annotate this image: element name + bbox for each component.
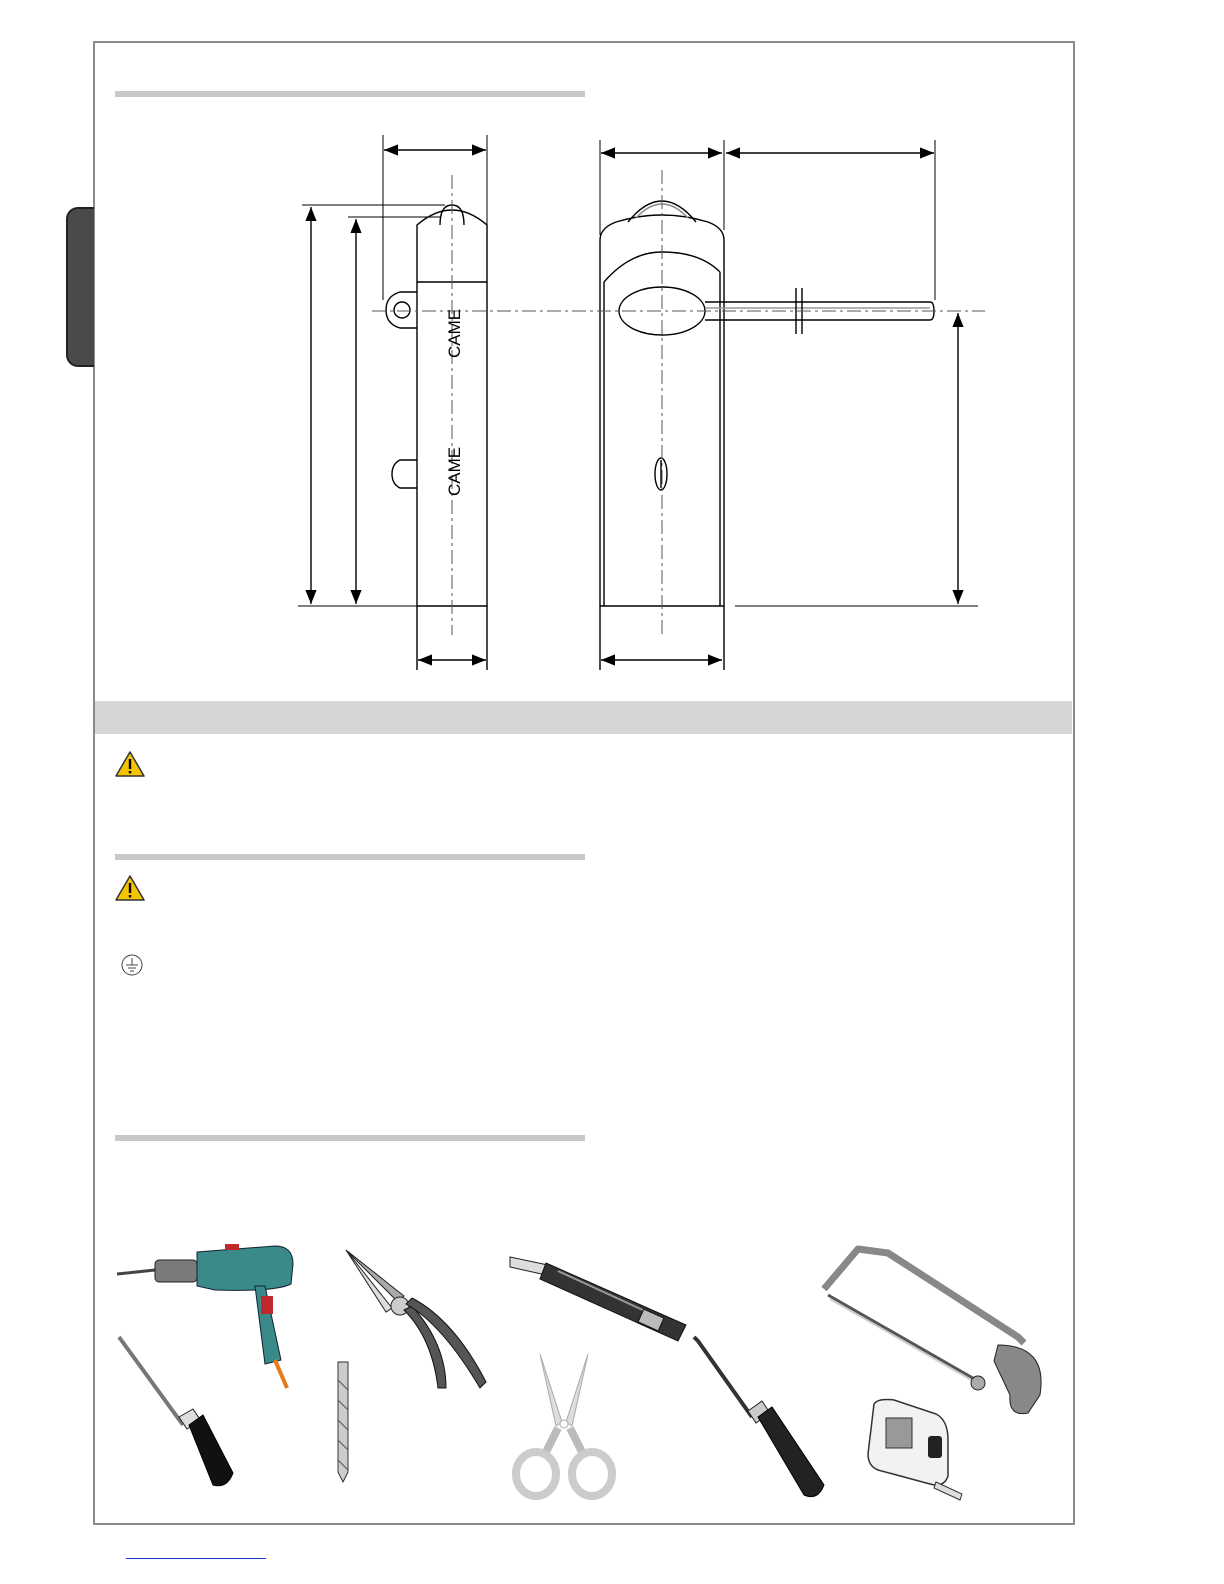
flat-screwdriver-icon — [115, 1333, 240, 1493]
drill-bit-icon — [332, 1360, 354, 1484]
pliers-icon — [342, 1248, 492, 1398]
dimension-drawing — [290, 125, 990, 685]
footer-link-underline — [126, 1558, 266, 1559]
tape-measure-icon — [864, 1396, 969, 1501]
hacksaw-icon — [818, 1245, 1048, 1420]
phillips-screwdriver-icon — [692, 1335, 832, 1503]
section-rule-dimensions — [115, 91, 585, 97]
brand-label-top: CAME — [445, 308, 464, 358]
section-rule-safety — [115, 854, 585, 860]
earth-ground-icon — [120, 953, 144, 977]
scissors-icon — [512, 1352, 617, 1500]
side-chapter-tab — [66, 207, 94, 367]
warning-triangle-icon — [114, 750, 146, 778]
section-band — [95, 701, 1072, 734]
section-rule-tools — [115, 1135, 585, 1141]
brand-label-bottom: CAME — [445, 446, 464, 496]
warning-triangle-icon — [114, 874, 146, 902]
utility-knife-icon — [508, 1255, 688, 1345]
